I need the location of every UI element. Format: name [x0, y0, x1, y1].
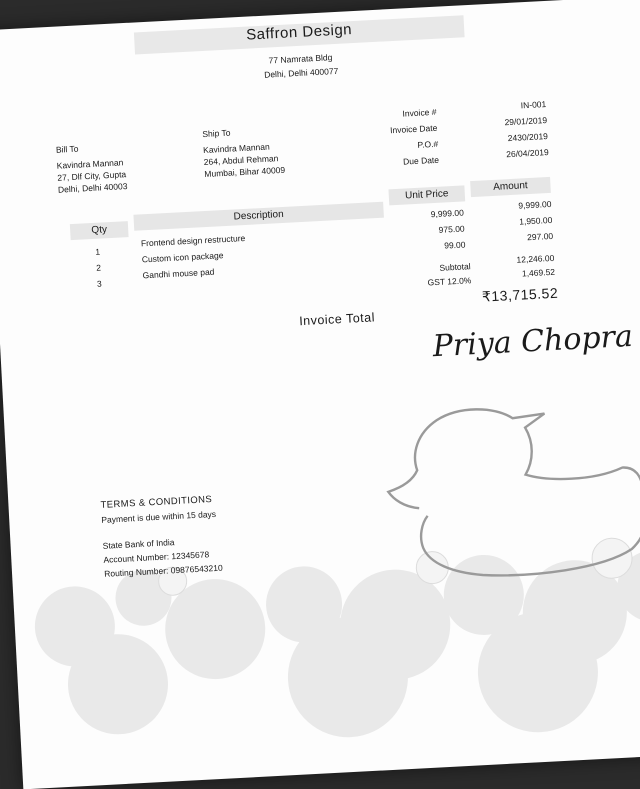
invoice-number-label: Invoice # — [402, 106, 437, 119]
row3-qty: 3 — [96, 278, 102, 289]
bill-to-name: Kavindra Mannan — [56, 157, 124, 171]
bill-to-city: Delhi, Delhi 40003 — [57, 181, 128, 195]
row3-unit-price: 99.00 — [443, 239, 466, 251]
invoice-total-label: Invoice Total — [298, 310, 376, 329]
company-address-line1: 77 Namrata Bldg — [268, 52, 333, 66]
ship-to-street: 264, Abdul Rehman — [203, 153, 279, 168]
qty-header: Qty — [91, 224, 108, 237]
description-header: Description — [233, 208, 284, 223]
row2-amount: 1,950.00 — [518, 214, 553, 227]
routing-number: Routing Number: 09876543210 — [103, 562, 223, 579]
invoice-date: 29/01/2019 — [504, 115, 548, 128]
gst-value: 1,469.52 — [521, 266, 556, 279]
subtotal-label: Subtotal — [439, 261, 471, 273]
gst-label: GST 12.0% — [427, 275, 472, 288]
company-name: Saffron Design — [245, 21, 353, 44]
row3-description: Gandhi mouse pad — [142, 266, 215, 281]
row2-unit-price: 975.00 — [438, 223, 465, 235]
invoice-number: IN-001 — [520, 99, 547, 111]
bank-name: State Bank of India — [102, 537, 175, 551]
row2-qty: 2 — [95, 262, 102, 273]
amount-header: Amount — [492, 180, 528, 193]
unit-price-header: Unit Price — [404, 188, 449, 202]
row1-qty: 1 — [95, 246, 101, 257]
row1-amount: 9,999.00 — [518, 198, 552, 211]
invoice-date-label: Invoice Date — [389, 122, 438, 136]
company-address-line2: Delhi, Delhi 400077 — [263, 65, 339, 80]
due-date-label: Due Date — [402, 154, 440, 167]
signature: Priya Chopra — [431, 318, 634, 365]
payment-terms: Payment is due within 15 days — [101, 508, 217, 525]
po-number: 2430/2019 — [507, 130, 549, 144]
ship-to-name: Kavindra Mannan — [202, 141, 270, 156]
invoice-total-value: ₹13,715.52 — [481, 284, 559, 305]
row1-unit-price: 9,999.00 — [430, 207, 465, 220]
terms-heading: TERMS & CONDITIONS — [100, 494, 213, 511]
due-date: 26/04/2019 — [505, 146, 549, 160]
po-label: P.O.# — [417, 138, 439, 150]
row3-amount: 297.00 — [526, 230, 554, 243]
bill-to-street: 27, Dlf City, Gupta — [57, 169, 127, 183]
subtotal-value: 12,246.00 — [516, 252, 555, 265]
row1-description: Frontend design restructure — [140, 232, 246, 249]
ship-to-city: Mumbai, Bihar 40009 — [204, 164, 286, 180]
row2-description: Custom icon package — [141, 250, 224, 265]
bill-to-label: Bill To — [55, 143, 79, 155]
account-number: Account Number: 12345678 — [103, 549, 210, 565]
ship-to-label: Ship To — [202, 127, 231, 140]
